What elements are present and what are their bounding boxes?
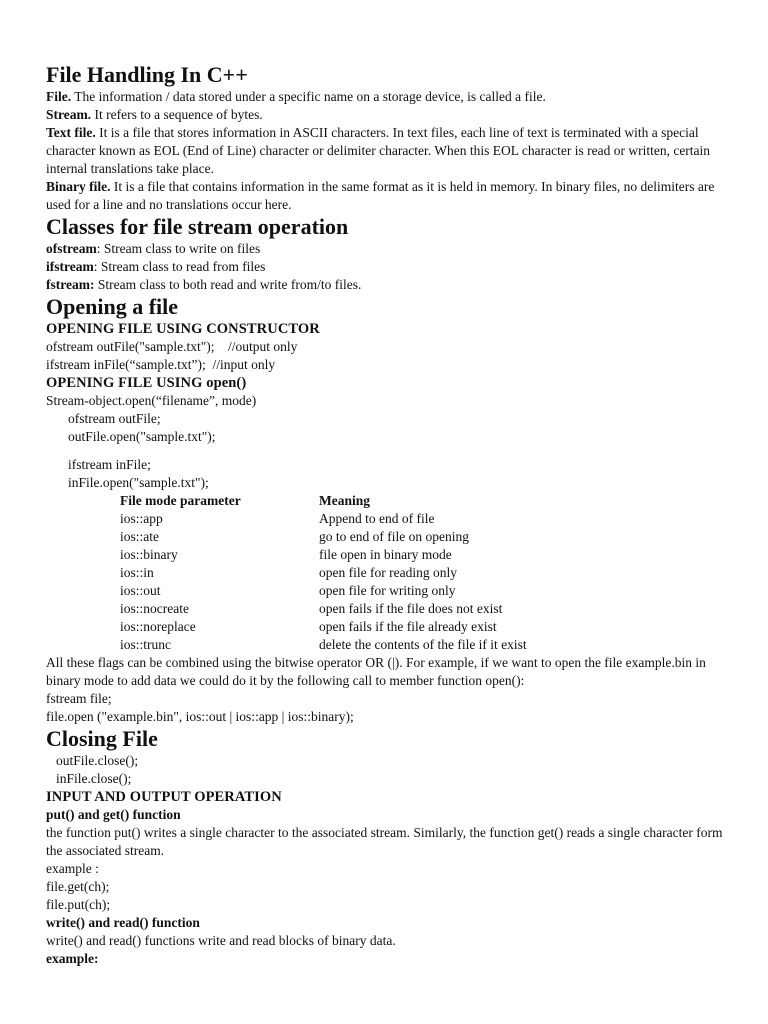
table-header-row [120, 492, 527, 510]
class-fstream [46, 276, 736, 294]
table-row [120, 618, 527, 636]
class-ifstream [46, 258, 736, 276]
mode-meaning: open fails if the file already exist [319, 619, 497, 634]
example-label: example: [46, 951, 99, 966]
mode-meaning: delete the contents of the file if it exist [319, 637, 527, 652]
io-heading: INPUT AND OUTPUT OPERATION [46, 789, 282, 805]
mode-param: ios::out [120, 583, 161, 598]
mode-param: ios::in [120, 565, 154, 580]
mode-meaning: open file for reading only [319, 565, 457, 580]
code-line: file.get(ch); [46, 879, 110, 894]
definition-term: Binary file. [46, 179, 111, 194]
closing-heading: Closing File [46, 726, 158, 751]
class-text: Stream class to both read and write from/to files. [94, 277, 362, 292]
mode-param: ios::noreplace [120, 619, 196, 634]
table-row [120, 564, 527, 582]
mode-meaning: go to end of file on opening [319, 529, 469, 544]
mode-param: ios::nocreate [120, 601, 189, 616]
mode-param: ios::app [120, 511, 163, 526]
code-line: example : [46, 861, 99, 876]
table-row [120, 528, 527, 546]
code-line: fstream file; [46, 691, 112, 706]
definition-term: Text file. [46, 125, 96, 140]
mode-meaning: open fails if the file does not exist [319, 601, 503, 616]
definition-text: It is a file that stores information in ASCII characters. In text files, each line of text is terminated with a special character known as EOL (End of Line) character or delimiter character. When this EOL character is read or written, certain internal translations take place. [46, 125, 711, 176]
code-line: file.open ("example.bin", ios::out | ios::app | ios::binary); [46, 709, 354, 724]
mode-meaning: Append to end of file [319, 511, 435, 526]
code-line: file.put(ch); [46, 897, 111, 912]
definition-text: The information / data stored under a specific name on a storage device, is called a file. [71, 89, 546, 104]
code-line: ofstream outFile; [68, 411, 161, 426]
opening-heading: Opening a file [46, 294, 179, 319]
table-header: Meaning [319, 493, 371, 508]
code-line: ifstream inFile; [68, 457, 151, 472]
code-line: outFile.open("sample.txt"); [68, 429, 216, 444]
definition-text: It is a file that contains information in the same format as it is held in memory. In binary files, no delimiters are used for a line and no translations occur here. [46, 179, 715, 212]
code-line: inFile.close(); [56, 771, 132, 786]
spacer [46, 446, 736, 456]
class-ofstream [46, 240, 736, 258]
class-term: ifstream [46, 259, 94, 274]
putget-paragraph: the function put() writes a single character to the associated stream. Similarly, the function get() reads a single character form the associated stream. [46, 825, 723, 858]
writeread-heading: write() and read() function [46, 915, 200, 930]
definition-text: It refers to a sequence of bytes. [91, 107, 263, 122]
flags-paragraph: All these flags can be combined using the bitwise operator OR (|). For example, if we want to open the file example.bin in binary mode to add data we could do it by the following call to member function open(): [46, 655, 706, 688]
table-row [120, 636, 527, 654]
constructor-heading: OPENING FILE USING CONSTRUCTOR [46, 321, 320, 337]
definition-term: Stream. [46, 107, 92, 122]
table-row [120, 510, 527, 528]
code-line: outFile.close(); [56, 753, 139, 768]
page-title: File Handling In C++ [46, 62, 248, 87]
definition-stream [46, 106, 736, 124]
document-page [46, 62, 736, 968]
table-header: File mode parameter [120, 493, 241, 508]
file-mode-table [120, 492, 527, 654]
classes-heading: Classes for file stream operation [46, 214, 349, 239]
class-term: ofstream [46, 241, 97, 256]
class-term: fstream: [46, 277, 95, 292]
open-heading: OPENING FILE USING open() [46, 375, 247, 391]
table-row [120, 600, 527, 618]
mode-meaning: file open in binary mode [319, 547, 452, 562]
mode-param: ios::ate [120, 529, 159, 544]
mode-param: ios::trunc [120, 637, 171, 652]
open-syntax: Stream-object.open(“filename”, mode) [46, 393, 257, 408]
mode-param: ios::binary [120, 547, 178, 562]
class-text: : Stream class to read from files [93, 259, 266, 274]
table-row [120, 546, 527, 564]
definition-term: File. [46, 89, 72, 104]
code-line: ifstream inFile(“sample.txt”); //input only [46, 357, 276, 372]
mode-meaning: open file for writing only [319, 583, 456, 598]
writeread-paragraph: write() and read() functions write and read blocks of binary data. [46, 933, 396, 948]
code-line: inFile.open("sample.txt"); [68, 475, 209, 490]
code-line: ofstream outFile("sample.txt"); //output only [46, 339, 298, 354]
class-text: : Stream class to write on files [96, 241, 261, 256]
table-row [120, 582, 527, 600]
definition-text-file [46, 124, 736, 178]
putget-heading: put() and get() function [46, 807, 181, 822]
definition-file [46, 88, 736, 106]
definition-binary-file [46, 178, 736, 214]
